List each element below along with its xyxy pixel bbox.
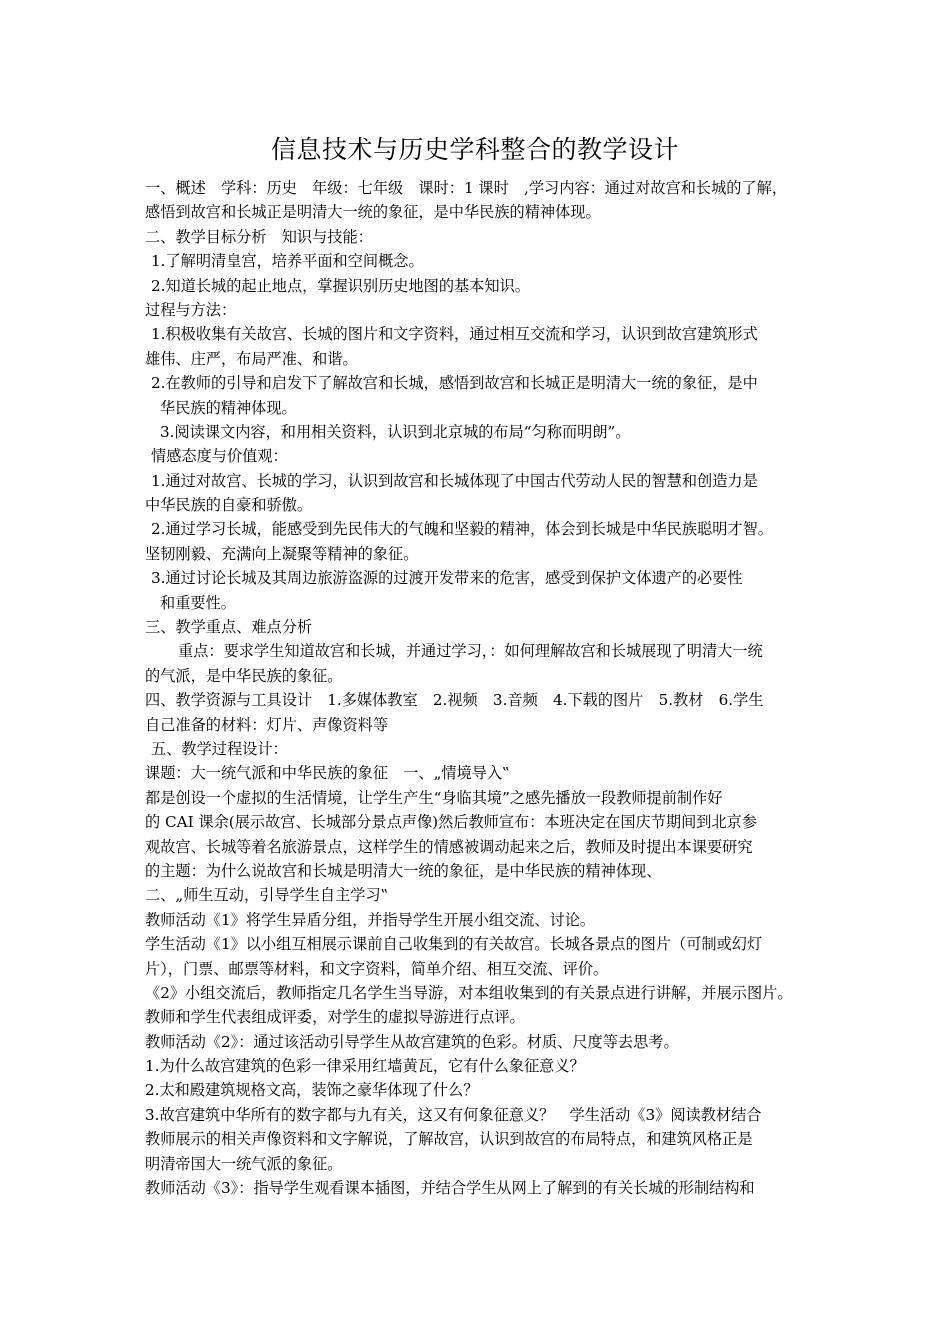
text-line: 一、概述 学科：历史 年级：七年级 课时：1 课时 ,学习内容：通过对故宫和长城的了解， [145,179,788,197]
document-body [145,176,825,1200]
text-line: 3.阅读课文内容，和用相关资料，认识到北京城的布局“匀称而明朗”。 [160,422,631,441]
text-line: 片），门票、邮票等材料，和文字资料，简单介绍、相互交流、评价。 [145,959,609,978]
text-line: 都是创设一个虚拟的生活情境，让学生产生“身临其境”之感先播放一段教师提前制作好 [145,788,723,807]
text-line: 1.通过对故宫、长城的学习，认识到故宫和长城体现了中国古代劳动人民的智慧和创造力是 [151,471,758,490]
text-line: 教师活动《1》将学生异盾分组，并指导学生开展小组交流、讨论。 [145,910,596,929]
text-line: 雄伟、庄严，布局严准、和谐。 [145,349,358,368]
text-line: 观故宫、长城等着名旅游景点，这样学生的情感被调动起来之后，教师及时提出本课要研究 [145,837,753,856]
text-line: 中华民族的自豪和骄傲。 [145,496,313,515]
text-line: 教师活动《2》：通过该活动引导学生从故宫建筑的色彩。材质、尺度等去思考。 [145,1032,679,1051]
text-line: 1.积极收集有关故宫、长城的图片和文字资料，通过相互交流和学习，认识到故宫建筑形式 [151,325,758,344]
text-line: 的 CAI 课余(展示故宫、长城部分景点声像)然后教师宣布：本班决定在国庆节期间到北京参 [145,813,758,832]
text-line: 教师展示的相关声像资料和文字解说，了解故宫，认识到故宫的布局特点，和建筑风格正是 [145,1130,753,1149]
text-line: 明清帝国大一统气派的象征。 [145,1154,343,1173]
text-line: 重点：要求学生知道故宫和长城，并通过学习，：如何理解故宫和长城展现了明清大一统 [178,642,763,661]
text-line: 2.通过学习长城，能感受到先民伟大的气魄和坚毅的精神，体会到长城是中华民族聪明才智。 [151,520,773,539]
text-line: 学生活动《1》以小组互相展示课前自己收集到的有关故宫。长城各景点的图片（可制或幻灯 [145,935,763,954]
text-line: 3.通过讨论长城及其周边旅游盗源的过渡开发带来的危害，感受到保护文体遗产的必要性 [151,569,743,588]
text-line: 《2》小组交流后，教师指定几名学生当导游，对本组收集到的有关景点进行讲解，并展示图片。 [145,983,793,1002]
section-heading: 五、教学过程设计： [151,739,288,758]
text-line: 2.太和殿建筑规格文高，装饰之豪华体现了什么？ [145,1081,479,1100]
text-line: 坚韧刚毅、充满向上凝聚等精神的象征。 [145,544,419,563]
text-line: 教师活动《3》：指导学生观看课本插图，并结合学生从网上了解到的有关长城的形制结构和 [145,1179,755,1198]
text-line: 2.知道长城的起止地点，掌握识别历史地图的基本知识。 [151,276,530,295]
text-line: 1.了解明清皇宫，培养平面和空间概念。 [151,252,424,271]
text-line: 教师和学生代表组成评委，对学生的虚拟导游进行点评。 [145,1008,525,1027]
text-line: 3.故宫建筑中华所有的数字都与九有关，这又有何象征意义？ 学生活动《3》阅读教材结合 [145,1105,762,1124]
text-line: 的气派，是中华民族的象征。 [145,666,343,685]
text-line: 2.在教师的引导和启发下了解故宫和长城，感悟到故宫和长城正是明清大一统的象征，是中 [151,374,758,393]
section-heading: 三、教学重点、难点分析 [145,618,313,637]
section-heading: 二、教学目标分析 知识与技能： [145,227,373,246]
text-line: 自己准备的材料：灯片、声像资料等 [145,715,388,734]
text-line: 华民族的精神体现。 [160,398,297,417]
text-line: 课题：大一统气派和中华民族的象征 一、„情境导入‟ [145,764,510,783]
text-line: 感悟到故宫和长城正是明清大一统的象征，是中华民族的精神体现。 [145,203,601,222]
page-title: 信息技术与历史学科整合的教学设计 [270,135,679,164]
subheading: 情感态度与价值观： [151,447,288,466]
text-line: 的主题：为什么说故宫和长城是明清大一统的象征，是中华民族的精神体现、 [145,861,662,880]
section-heading: 二、„师生互动，引导学生自主学习‟ [145,886,389,905]
subheading: 过程与方法： [145,300,237,319]
text-line: 和重要性。 [160,593,236,612]
text-line: 1.为什么故宫建筑的色彩一律采用红墙黄瓦，它有什么象征意义？ [145,1057,585,1076]
section-heading: 四、教学资源与工具设计 1.多媒体教室 2.视频 3.音频 4.下载的图片 5.教材 6.学生 [145,691,764,710]
